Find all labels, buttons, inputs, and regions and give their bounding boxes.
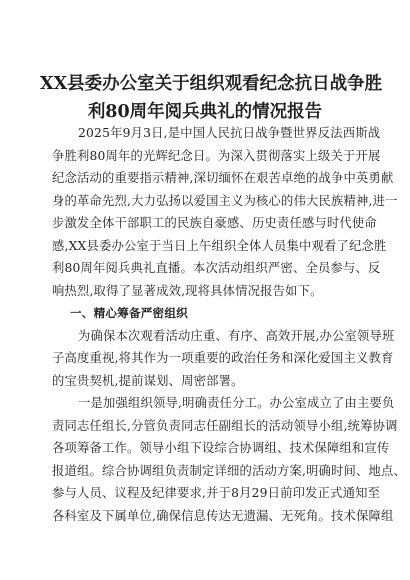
text-line: 争胜利80周年的光辉纪念日。为深入贯彻落实上级关于开展 <box>52 148 381 163</box>
text-line: 各科室及下属单位,确保信息传达无遗漏、无死角。技术保障组 <box>52 508 394 523</box>
text-line: 感,XX县委办公室于当日上午组织全体人员集中观看了纪念胜 <box>52 238 387 253</box>
text-line: 2025年9月3日,是中国人民抗日战争暨世界反法西斯战 <box>78 126 381 140</box>
text-line: 的宝贵契机,提前谋划、周密部署。 <box>52 373 244 388</box>
text-line: 身的革命先烈,大力弘扬以爱国主义为核心的伟大民族精神,进一 <box>52 193 398 208</box>
text-line: 报道组。综合协调组负责制定详细的活动方案,明确时间、地点、 <box>52 463 407 478</box>
text-line: 利80周年阅兵典礼直播。本次活动组织严密、全员参与、反 <box>52 261 381 275</box>
text-line: 步激发全体干部职工的民族自豪感、历史责任感与时代使命 <box>52 216 377 230</box>
text-line: 纪念活动的重要指示精神,深切缅怀在艰苦卓绝的战争中英勇献 <box>52 171 394 185</box>
paragraph-intro <box>52 122 398 302</box>
text-line: 一是加强组织领导,明确责任分工。办公室成立了由主要负 <box>78 396 395 410</box>
text-line: 责同志任组长,分管负责同志任副组长的活动领导小组,统筹协调 <box>52 418 398 433</box>
paragraph-leadership <box>52 392 407 527</box>
title-line: 利80周年阅兵典礼的情况报告 <box>87 102 323 122</box>
title-line: XX县委办公室关于组织观看纪念抗日战争胜 <box>40 74 383 94</box>
paragraph-preparation <box>52 325 395 393</box>
text-line: 响热烈,取得了显著成效,现将具体情况报告如下。 <box>52 283 323 298</box>
text-line: 子高度重视,将其作为一项重要的政治任务和深化爱国主义教育 <box>52 351 394 365</box>
text-line: 为确保本次观看活动庄重、有序、高效开展,办公室领导班 <box>78 328 395 343</box>
document-body <box>52 122 407 527</box>
text-line: 各项筹备工作。领导小组下设综合协调组、技术保障组和宣传 <box>52 441 390 455</box>
text-line: 参与人员、议程及纪律要求,并于8月29日前印发正式通知至 <box>52 486 381 500</box>
section-heading: 一、精心筹备严密组织 <box>70 306 188 320</box>
document-title <box>40 70 383 126</box>
